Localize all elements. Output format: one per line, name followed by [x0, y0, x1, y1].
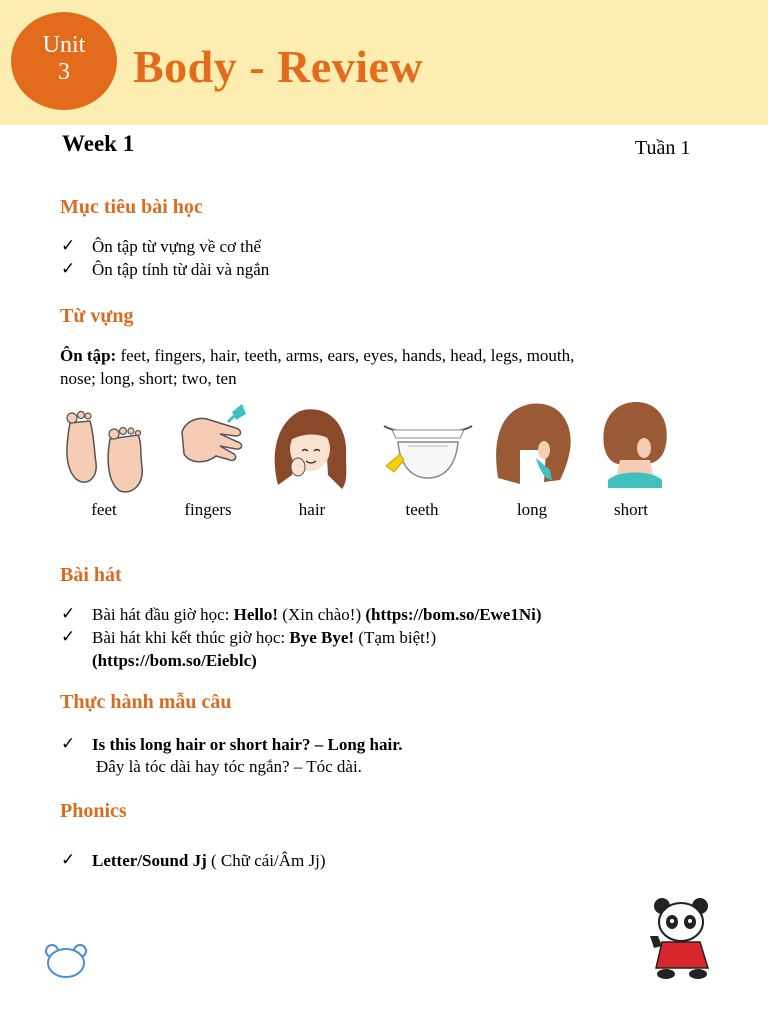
practice-heading: Thực hành mẫu câu — [60, 691, 232, 713]
check-icon: ✓ — [61, 627, 76, 646]
panda-mascot-icon — [648, 896, 714, 980]
caption-feet: feet — [91, 500, 117, 519]
check-icon: ✓ — [61, 236, 76, 255]
check-icon: ✓ — [61, 734, 76, 753]
song-prefix: Bài hát đầu giờ học: — [92, 605, 234, 624]
phonics-letter: Letter/Sound Jj — [92, 851, 207, 870]
check-icon: ✓ — [61, 259, 76, 278]
song-item-2 — [92, 628, 436, 648]
song-translation: (Xin chào!) — [278, 605, 366, 624]
practice-sentence: Is this long hair or short hair? – Long hair. — [92, 735, 403, 754]
songs-heading: Bài hát — [60, 564, 122, 586]
caption-long: long — [516, 500, 548, 519]
long-hair-icon — [490, 400, 576, 488]
vocabulary-review — [60, 346, 574, 366]
unit-label: Unit — [42, 32, 86, 58]
vocabulary-heading: Từ vựng — [60, 305, 134, 327]
bear-logo-icon — [44, 943, 88, 979]
objective-item: Ôn tập tính từ dài và ngắn — [92, 260, 270, 279]
short-hair-icon — [598, 400, 670, 488]
page-title: Body - Review — [133, 41, 424, 92]
unit-badge — [11, 12, 117, 110]
caption-hair: hair — [298, 500, 326, 519]
song-prefix: Bài hát khi kết thúc giờ học: — [92, 628, 290, 647]
review-label: Ôn tập: — [60, 346, 117, 365]
feet-icon — [58, 405, 153, 495]
practice-translation: Đây là tóc dài hay tóc ngắn? – Tóc dài. — [96, 757, 362, 776]
song-title: Hello! — [233, 605, 279, 624]
song-translation: (Tạm biệt!) — [354, 628, 437, 647]
header-banner — [0, 0, 768, 125]
caption-fingers: fingers — [184, 500, 232, 519]
song-title: Bye Bye! — [289, 628, 355, 647]
vocabulary-review-cont: nose; long, short; two, ten — [60, 369, 237, 388]
week-label: Week 1 — [62, 131, 135, 156]
unit-number: 3 — [58, 59, 70, 85]
review-words: feet, fingers, hair, teeth, arms, ears, eyes, hands, head, legs, mouth, — [116, 346, 575, 365]
song-link[interactable]: (https://bom.so/Ewe1Ni) — [365, 605, 542, 624]
check-icon: ✓ — [61, 850, 76, 869]
objectives-heading: Mục tiêu bài học — [60, 196, 203, 218]
week-label-vn: Tuần 1 — [635, 137, 691, 159]
song-link[interactable]: (https://bom.so/Eieblc) — [92, 651, 257, 670]
caption-teeth: teeth — [405, 500, 439, 519]
phonics-translation: ( Chữ cái/Âm Jj) — [206, 851, 326, 870]
phonics-item — [92, 851, 326, 871]
hair-icon — [268, 405, 352, 491]
check-icon: ✓ — [61, 604, 76, 623]
phonics-heading: Phonics — [60, 800, 127, 822]
fingers-icon — [176, 402, 256, 472]
objective-item: Ôn tập từ vựng về cơ thể — [92, 237, 262, 256]
song-item-1 — [92, 605, 542, 625]
caption-short: short — [614, 500, 648, 519]
teeth-icon — [380, 416, 476, 496]
